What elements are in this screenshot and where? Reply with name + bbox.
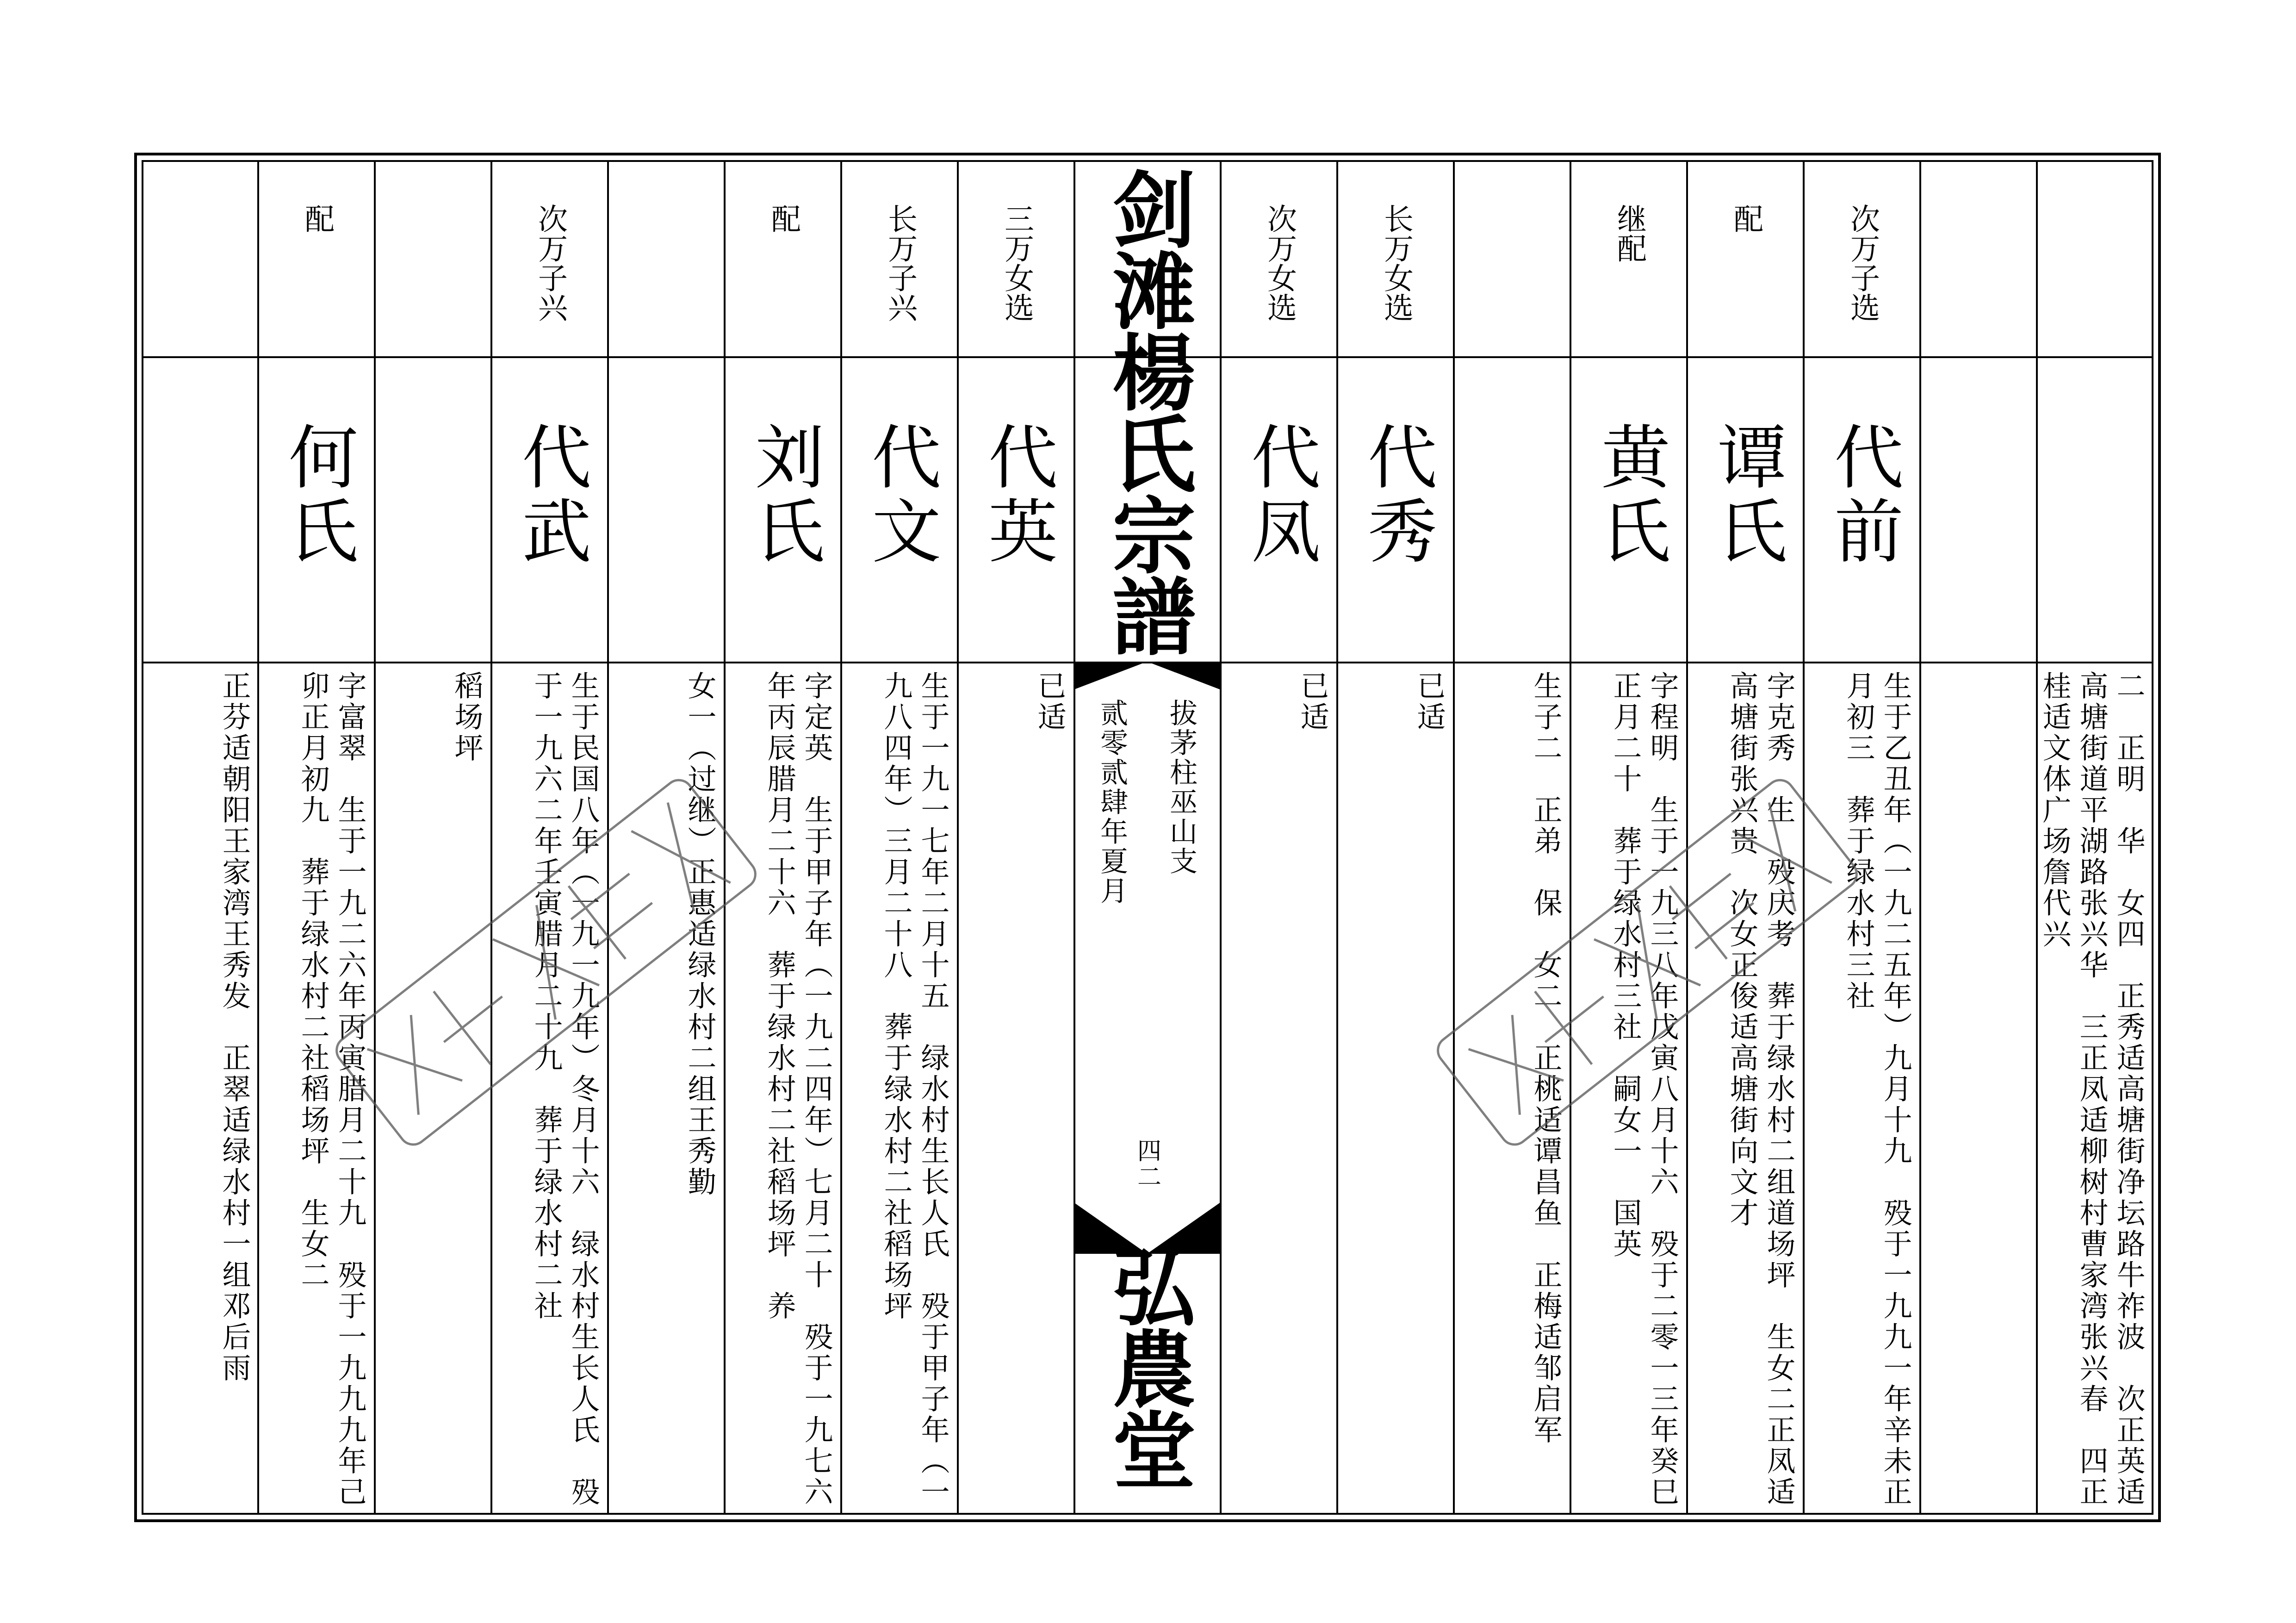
person-name: 谭氏 — [1706, 421, 1786, 569]
column-3 — [1805, 162, 1920, 1513]
person-name: 代前 — [1822, 421, 1903, 569]
branch-label: 拔茅柱巫山支 — [1165, 699, 1198, 876]
column-13 — [492, 162, 608, 1513]
column-9 — [959, 162, 1074, 1513]
spine-top-band-icon — [1074, 662, 1220, 689]
relation-label: 配 — [300, 204, 334, 233]
person-name: 代文 — [860, 421, 940, 569]
person-name: 代凤 — [1239, 421, 1320, 569]
column-6 — [1455, 162, 1570, 1513]
hall-name: 弘農堂 — [1098, 1245, 1196, 1489]
biography-text: 稻场坪 — [450, 671, 484, 764]
column-4 — [1688, 162, 1804, 1513]
column-7 — [1338, 162, 1454, 1513]
biography-text: 已适 — [1412, 671, 1446, 733]
biography-text: 正芬适朝阳王家湾王秀发 正翠适绿水村一组邓后雨 — [217, 671, 251, 1384]
biography-text: 生子二 正弟 保 女二 正桃适谭昌鱼 正梅适邹启军 — [1529, 671, 1563, 1446]
column-1 — [2038, 162, 2153, 1513]
compile-date: 贰零贰肆年夏月 — [1096, 699, 1128, 906]
biography-text: 字定英 生于甲子年（一九二四年）七月二十 殁于一九七六年丙辰腊月二十六 葬于绿水村二社稻场坪 养 — [763, 671, 833, 1508]
person-name: 黄氏 — [1589, 421, 1669, 569]
column-15 — [259, 162, 375, 1513]
column-12 — [609, 162, 725, 1513]
column-16 — [143, 162, 259, 1513]
column-8 — [1222, 162, 1337, 1513]
biography-text: 生于一九一七年二月十五 绿水村生长人氏 殁于甲子年（一九八四年）三月二十八 葬于绿水村二社稻场坪 — [879, 671, 950, 1508]
column-14 — [376, 162, 491, 1513]
relation-label: 长万女选 — [1379, 204, 1413, 322]
column-5 — [1571, 162, 1687, 1513]
spine-center — [1074, 162, 1220, 1513]
relation-label: 次万子选 — [1845, 204, 1880, 322]
relation-label: 配 — [766, 204, 800, 233]
column-10 — [842, 162, 958, 1513]
relation-label: 次万子兴 — [533, 204, 567, 322]
page-number: 四二 — [1133, 1138, 1161, 1190]
biography-text: 二 正明 华 女四 正秀适高塘街净坛路牛祚波 次正英适高塘街道平湖路张兴华 三正凤适柳树村曹家湾张兴春 四正桂适文体广场詹代兴 — [2038, 671, 2146, 1508]
biography-text: 字富翠 生于一九二六年丙寅腊月二十九 殁于一九九九年己卯正月初九 葬于绿水村二社稻场坪 生女二 — [296, 671, 367, 1508]
person-name: 代武 — [510, 421, 590, 569]
biography-text: 女一（过继）正惠适绿水村二组王秀勤 — [683, 671, 717, 1198]
biography-text: 已适 — [1033, 671, 1067, 733]
column-11 — [726, 162, 841, 1513]
relation-label: 次万女选 — [1262, 204, 1297, 322]
genealogy-title: 剑滩楊氏宗譜 — [1098, 167, 1196, 655]
relation-label: 长万子兴 — [883, 204, 917, 322]
relation-label: 配 — [1729, 204, 1763, 233]
relation-label: 继配 — [1612, 204, 1646, 263]
biography-text: 生于乙丑年（一九二五年）九月十九 殁于一九九一年辛未正月初三 葬于绿水村三社 — [1842, 671, 1912, 1508]
person-name: 何氏 — [277, 421, 357, 569]
column-2 — [1921, 162, 2037, 1513]
person-name: 刘氏 — [743, 421, 824, 569]
biography-text: 字程明 生于一九三八年戊寅八月十六 殁于二零一三年癸巳正月二十 葬于绿水村三社 嗣女一 国英 — [1608, 671, 1679, 1508]
biography-text: 已适 — [1296, 671, 1329, 733]
person-name: 代英 — [976, 421, 1057, 569]
biography-text: 字克秀 生 殁庆考 葬于绿水村二组道场坪 生女二正凤适高塘街张兴贵 次女正俊适高塘街向文才 — [1725, 671, 1796, 1508]
person-name: 代秀 — [1356, 421, 1436, 569]
biography-text: 生于民国八年（一九一九年）冬月十六 绿水村生长人氏 殁于一九六二年壬寅腊月二十九 葬于绿水村二社 — [529, 671, 600, 1508]
relation-label: 三万女选 — [999, 204, 1034, 322]
